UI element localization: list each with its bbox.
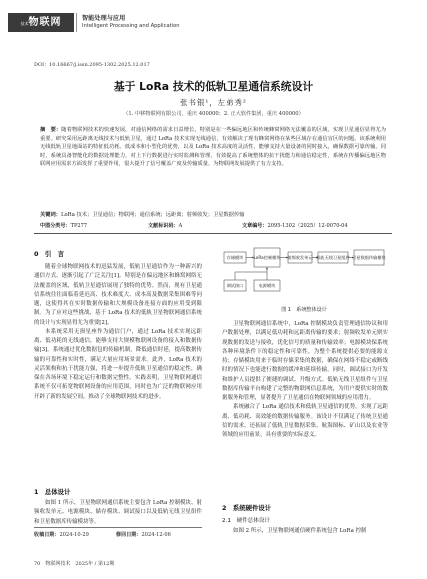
paragraph: 本系统采用无损星座作为通信门户，通过 LoRa 技术实现远距离、低功耗的无线通信，能够支持大规模物联网设备的接入和数据传输[3]。系统通过优化数据包的传输机制，降低通信时延，提高数据传输的可靠性和实时性，满足大量应用场景需求。此外，LoRa 技术的灵活架构和抗干扰能力强，将进一步提升低轨卫星通信的稳定性，确保在各场环境下稳定运行和数据完整性。实践表明，卫星物联网通信系统不仅可拓宽物联网设备的应用范围，同时也为广泛的物联网应用开辟了新的发展空间，推动了全球物联网技术的进步。 xyxy=(34,328,202,400)
section-heading-hardware: 2 系统硬件设计 xyxy=(222,504,272,512)
received-label: 收稿日期： xyxy=(34,532,60,538)
received-value: 2024-10-29 xyxy=(59,532,89,538)
right-body xyxy=(222,320,388,440)
paragraph: 系统融合了 LoRa 通信技术和低轨卫星通信的优势，实现了远距离、低功耗、高效能的数据传输服务。该设计不仅满足了传统卫星通信的需求，还拓展了低轨卫星数据采集、航海图标、矿山以及农业等领域的应用前景，具有重要的实际意义。 xyxy=(222,404,388,438)
lora-label: LoRa控制模块 xyxy=(253,255,281,260)
section-name-cn: 智能处理与应用 xyxy=(82,15,126,22)
system-diagram xyxy=(222,244,386,300)
paragraph: 随着全球物联网技术的迅猛发展，低轨卫星通信作为一种新兴的通信方式，逐渐引起了广泛关注[1]。特别是在偏远地区和蜂窝网络无法覆盖的区域，低轨卫星通信展现了独特的优势。然而，现有卫星通信系统往往面临着延迟高、技术难度大、成本高及数据采集困难等问题，这使得其在实时数据传输和大规模设备连接方面的应用受到限制。为了应对这些挑战，基于 LoRa 技术的低轨卫星物联网通信系统的设计与实现显得尤为重要[2]。 xyxy=(34,264,202,326)
power-label: 电源模块 xyxy=(258,283,276,288)
intro-body xyxy=(34,263,202,402)
paragraph: 如图 2 所示，卫星物联网通信硬件系统包含 LoRa 控制 xyxy=(233,528,367,534)
article-title: 基于 LoRa 技术的低轨卫星通信系统设计 xyxy=(113,80,314,93)
date-divider xyxy=(34,527,202,528)
storage-label: 存储模块 xyxy=(226,255,244,260)
doi[interactable]: DOI：10.16667/j.issn.2095-1302.2025.12.017 xyxy=(34,62,150,68)
revised-date xyxy=(116,531,171,538)
document-code xyxy=(148,222,182,229)
subsection-heading: 2.1 硬件总体设计 xyxy=(222,518,271,524)
keywords xyxy=(40,211,386,219)
article-id xyxy=(242,222,348,229)
article-id-value: 2095-1302（2025）12-0070-04 xyxy=(267,223,348,229)
arrow xyxy=(235,268,267,281)
authors: 张书银¹，左弟秀² xyxy=(180,98,247,107)
abstract xyxy=(40,126,386,169)
section-name-en: Intelligent Processing and Application xyxy=(82,23,180,29)
meta-divider xyxy=(34,233,392,234)
clc-label: 中图分类号： xyxy=(40,223,71,229)
abstract-text: 随着物联网技术的快速发展，对通信网络的需求日益增长，特别是在一些偏远地区和传统蜂窝网络无法覆盖的区域，实现卫星通信显得尤为重要。研究采用远距离无线技术与低轨卫星，通过 LoRa 技术实现无线通信，有效解决了现有蜂窝网络在某些区域存在通信盲区的问题。该系统利用无线低轨卫星地面站的特征低功耗、低成本和小型化的优势，以及 LoRa 技术高度的灵活性，能够支持大量设备的同时接入，确保数据可靠传输。同时，系统具备智能化的数据处理能力，对上下行数据进行实时监测和管理，有效提高了系统整体的抗干扰能力和通信稳定性，系统在传播偏远地区物联网应用需求方面发挥了重要作用，很大提升了信号覆盖广度及传输质量，为物联网发展提供了有力支持。 xyxy=(40,127,386,168)
paragraph: 卫星物联网通信系统中，LoRa 控制模块负责管理通信协议和用户数据处理，以满足低功耗和远距离传输的要求；射频收发单元则实现数据的发送与接收，优化信号的质量和传输效率；电源模块保系统各种环境条件下的稳定性和可靠性，为整个系统提供必要的能源支持；存储模块用来于临时存储采集的数据，确保在网络不稳定或断线时的情况下也能进行数据的缓冲和延续传输。同时，调试接口为开发和维护人员提供了便捷的调试、升级方式。低轨无线卫星组件与卫星数据库传输平台构建了完整的物联网信息系统，为用户提供实时的数据服务和管理，显著提升了卫星通信在物联网领域的应用潜力。 xyxy=(222,321,388,401)
overall-body xyxy=(34,499,202,527)
page-footer: 70 物联网技术 2025年 / 第12期 xyxy=(34,561,115,567)
affiliation: （1. 中移物联网有限公司，重庆 400000；2. 正大软件集团，重庆 400000） xyxy=(123,111,304,117)
logo-main-text: 物联网 xyxy=(28,17,62,28)
paragraph: 如图 1 所示，卫星物联网通信系统主要包含 LoRa 控制模块、射频收发单元、电源模块、储存模块、调试接口以及低轨无线卫星组件和卫星数据库传输模块等。 xyxy=(34,500,202,525)
keywords-text: LoRa 技术；卫星通信；物联网；通信系统；远距离；射频收发；卫星数据传输 xyxy=(61,212,245,218)
keywords-label: 关键词： xyxy=(40,212,61,218)
satellite-label: 低轨无线卫星组件 xyxy=(316,255,350,260)
debug-label: 调试接口 xyxy=(226,283,244,288)
section-heading-overall: 1 总体设计 xyxy=(34,488,71,496)
doc-code-label: 文献标识码： xyxy=(148,223,179,229)
journal-logo xyxy=(8,13,74,32)
logo-small-text: 技术 xyxy=(20,21,29,26)
article-id-label: 文章编号： xyxy=(242,223,268,229)
abstract-label: 摘 要： xyxy=(40,127,62,133)
db-label: 卫星数据传输模块 xyxy=(352,255,386,260)
revised-label: 修回日期： xyxy=(116,532,142,538)
rf-label: 射频收发单元 xyxy=(287,255,313,260)
figure-caption: 图 1 系统整体设计 xyxy=(281,307,327,313)
section-heading-intro: 0 引 言 xyxy=(34,250,65,258)
received-date xyxy=(34,531,89,538)
clc-value: TP277 xyxy=(70,223,88,229)
header-divider xyxy=(76,13,77,32)
hardware-body xyxy=(222,527,388,536)
clc-number xyxy=(40,222,87,229)
revised-value: 2024-12-06 xyxy=(141,532,171,538)
doc-code-value: A xyxy=(178,223,183,229)
